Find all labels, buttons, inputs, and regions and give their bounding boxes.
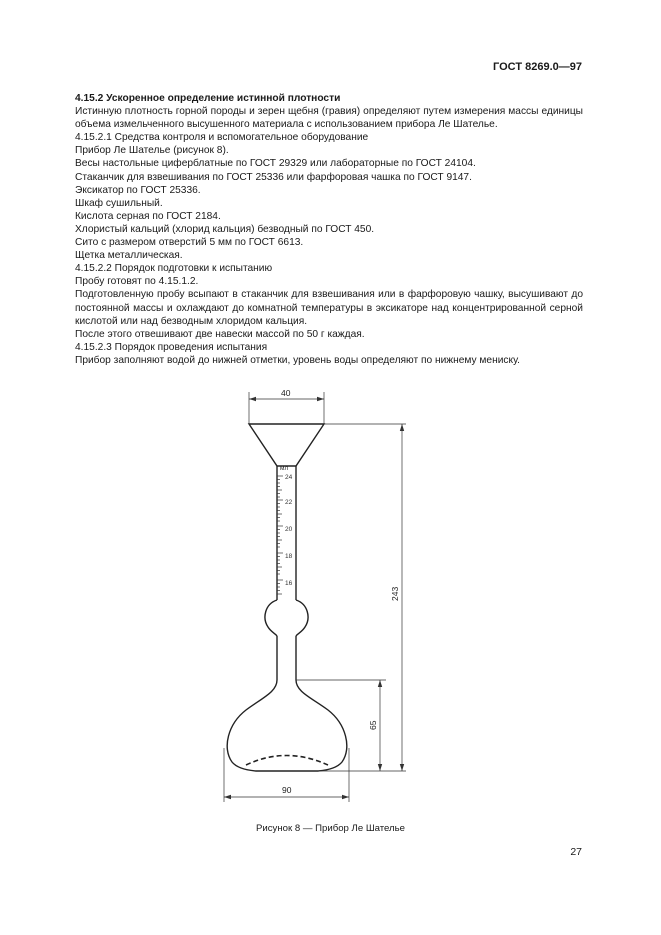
equipment-item: Хлористый кальций (хлорид кальция) безводный по ГОСТ 450. — [75, 223, 375, 235]
equipment-item: Сито с размером отверстий 5 мм по ГОСТ 6613. — [75, 237, 304, 249]
scale-label-20: 20 — [285, 526, 293, 533]
scale-unit-label: мл — [280, 465, 289, 472]
dimension-label-total-height: 243 — [390, 586, 400, 601]
dimension-label-bottom-width: 90 — [282, 785, 292, 795]
equipment-item: Эксикатор по ГОСТ 25336. — [75, 184, 201, 196]
preparation-paragraph: После этого отвешивают две навески массой по 50 г каждая. — [75, 328, 365, 340]
scale-label-16: 16 — [285, 580, 293, 587]
flask-scale-ticks — [277, 476, 283, 594]
flask-meniscus-dashed — [246, 756, 328, 766]
preparation-paragraph: Подготовленную пробу всыпают в стаканчик для взвешивания или в фарфоровую чашку, высушивают до постоянной массы и охлаждают до комнатной температуры в эксикаторе над концентрированной серной кислотой или над безводным хлоридом кальция. — [75, 289, 583, 327]
equipment-item: Кислота серная по ГОСТ 2184. — [75, 210, 221, 222]
equipment-item: Шкаф сушильный. — [75, 197, 163, 209]
preparation-paragraph: Пробу готовят по 4.15.1.2. — [75, 276, 199, 288]
document-header: ГОСТ 8269.0—97 — [493, 61, 582, 73]
equipment-item: Стаканчик для взвешивания по ГОСТ 25336 или фарфоровая чашка по ГОСТ 9147. — [75, 171, 472, 183]
section-title: 4.15.2 Ускоренное определение истинной плотности — [75, 93, 341, 104]
flask-funnel — [249, 424, 324, 466]
le-chatelier-flask-figure — [200, 385, 440, 810]
intro-paragraph: Истинную плотность горной породы и зерен щебня (гравия) определяют путем измерения массы единицы объема измельченного высушенного материала с использованием прибора Ле Шателье. — [75, 106, 583, 131]
body-text — [75, 92, 583, 367]
flask-middle-bulb — [265, 600, 308, 636]
figure-caption: Рисунок 8 — Прибор Ле Шателье — [256, 823, 405, 834]
subsection-title-procedure: 4.15.2.3 Порядок проведения испытания — [75, 341, 268, 353]
dimension-label-lower-height: 65 — [368, 720, 378, 730]
subsection-title-equipment: 4.15.2.1 Средства контроля и вспомогательное оборудование — [75, 132, 369, 144]
equipment-item: Весы настольные циферблатные по ГОСТ 29329 или лабораторные по ГОСТ 24104. — [75, 158, 476, 170]
equipment-item: Щетка металлическая. — [75, 250, 183, 262]
dimension-label-top-width: 40 — [281, 388, 291, 398]
flask-bottom-body — [227, 680, 347, 771]
scale-label-22: 22 — [285, 499, 293, 506]
page-number: 27 — [570, 846, 582, 858]
scale-label-18: 18 — [285, 553, 293, 560]
equipment-item: Прибор Ле Шателье (рисунок 8). — [75, 145, 229, 157]
procedure-paragraph: Прибор заполняют водой до нижней отметки, уровень воды определяют по нижнему мениску. — [75, 354, 520, 366]
subsection-title-preparation: 4.15.2.2 Порядок подготовки к испытанию — [75, 263, 273, 275]
scale-label-24: 24 — [285, 474, 293, 481]
